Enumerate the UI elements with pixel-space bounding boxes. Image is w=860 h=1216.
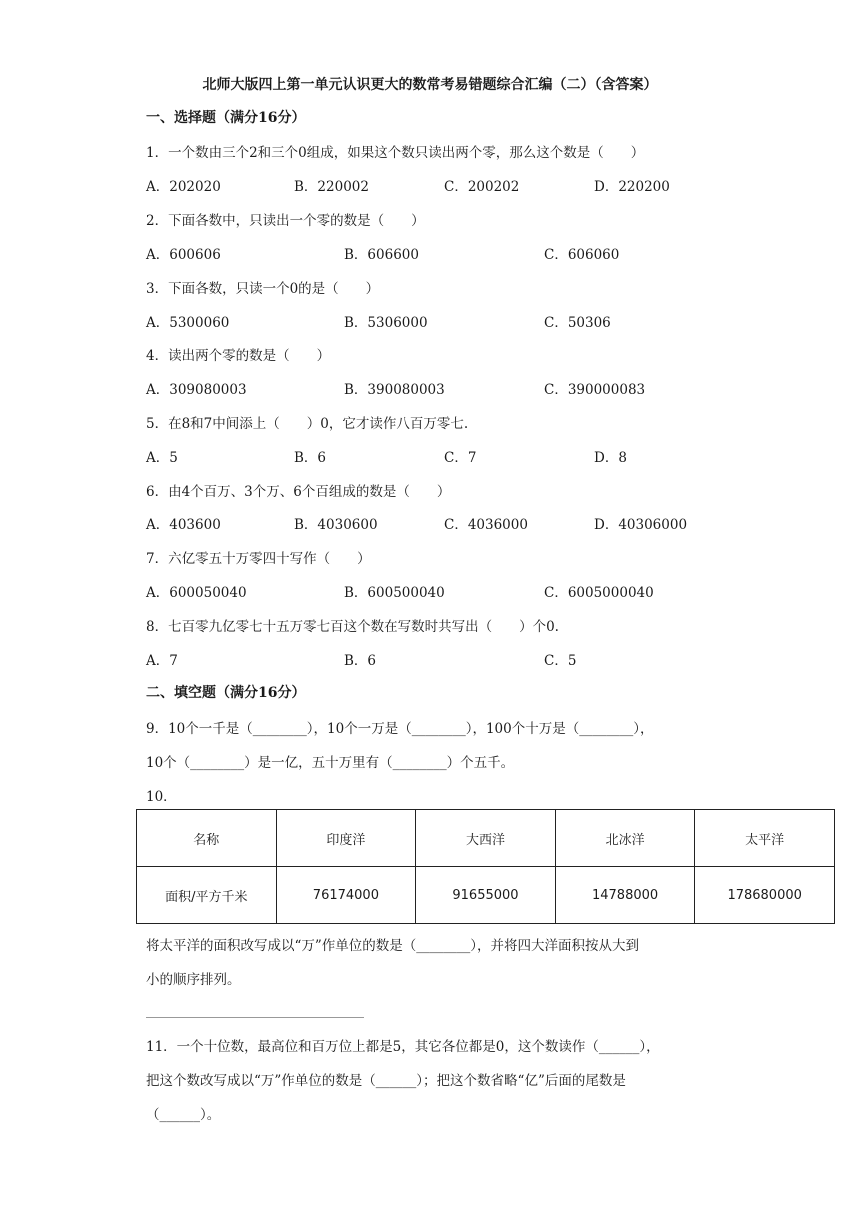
question-10-label: 10． — [146, 789, 177, 805]
option-d: D．40306000 — [594, 517, 688, 533]
option-a: A．309080003 — [146, 382, 247, 398]
table-cell: 北冰洋 — [555, 810, 695, 867]
table-row — [137, 867, 835, 924]
question-10-line-1: 将太平洋的面积改写成以“万”作单位的数是（________），并将四大洋面积按从大到 — [146, 938, 640, 954]
option-d: D．220200 — [594, 179, 670, 195]
option-a: A．403600 — [146, 517, 221, 533]
option-b: B．220002 — [294, 179, 369, 195]
option-b: B．6 — [344, 653, 377, 669]
question-8-stem: 8．七百零九亿零七十五万零七百这个数在写数时共写出（ ）个0. — [146, 619, 559, 635]
question-11-line-1: 11．一个十位数，最高位和百万位上都是5，其它各位都是0，这个数读作（______）， — [146, 1039, 660, 1055]
question-11-line-3: （______）。 — [146, 1107, 221, 1123]
question-11-line-2: 把这个数改写成以“万”作单位的数是（______）；把这个数省略“亿”后面的尾数是 — [146, 1073, 626, 1089]
question-1-stem: 1．一个数由三个2和三个0组成，如果这个数只读出两个零，那么这个数是（ ） — [146, 145, 645, 161]
table-cell: 14788000 — [555, 867, 695, 924]
option-a: A．202020 — [146, 179, 221, 195]
option-c: C．50306 — [544, 315, 611, 331]
table-cell: 大西洋 — [416, 810, 556, 867]
table-cell: 名称 — [137, 810, 277, 867]
question-5-stem: 5．在8和7中间添上（ ）0，它才读作八百万零七. — [146, 416, 469, 432]
option-c: C．5 — [544, 653, 577, 669]
option-c: C．390000083 — [544, 382, 646, 398]
option-a: A．5 — [146, 450, 178, 466]
section-heading-choice: 一、选择题（满分16分） — [146, 110, 306, 126]
table-header-row — [137, 810, 835, 867]
question-10-line-2: 小的顺序排列。 — [146, 972, 241, 988]
option-d: D．8 — [594, 450, 627, 466]
option-b: B．6 — [294, 450, 327, 466]
question-6-stem: 6．由4个百万、3个万、6个百组成的数是（ ） — [146, 484, 451, 500]
question-9-line-1: 9．10个一千是（________），10个一万是（________），100个十万是（________）， — [146, 721, 654, 737]
table-cell: 印度洋 — [276, 810, 416, 867]
answer-line — [146, 1017, 364, 1018]
option-c: C．4036000 — [444, 517, 528, 533]
option-c: C．7 — [444, 450, 477, 466]
option-a: A．5300060 — [146, 315, 230, 331]
table-cell: 178680000 — [695, 867, 835, 924]
table-cell: 76174000 — [276, 867, 416, 924]
option-b: B．5306000 — [344, 315, 428, 331]
page-title: 北师大版四上第一单元认识更大的数常考易错题综合汇编（二）（含答案） — [202, 77, 658, 93]
option-c: C．6005000040 — [544, 585, 654, 601]
option-a: A．600606 — [146, 247, 221, 263]
question-4-stem: 4．读出两个零的数是（ ） — [146, 348, 331, 364]
table-cell: 太平洋 — [695, 810, 835, 867]
option-b: B．600500040 — [344, 585, 445, 601]
option-c: C．200202 — [444, 179, 520, 195]
option-c: C．606060 — [544, 247, 620, 263]
ocean-area-table — [136, 809, 835, 924]
question-2-stem: 2．下面各数中，只读出一个零的数是（ ） — [146, 213, 425, 229]
option-b: B．4030600 — [294, 517, 378, 533]
option-a: A．600050040 — [146, 585, 247, 601]
table-cell: 91655000 — [416, 867, 556, 924]
option-b: B．390080003 — [344, 382, 445, 398]
question-3-stem: 3．下面各数，只读一个0的是（ ） — [146, 281, 380, 297]
table-cell: 面积/平方千米 — [137, 867, 277, 924]
option-b: B．606600 — [344, 247, 419, 263]
section-heading-fill: 二、填空题（满分16分） — [146, 685, 306, 701]
question-7-stem: 7．六亿零五十万零四十写作（ ） — [146, 551, 371, 567]
option-a: A．7 — [146, 653, 178, 669]
question-9-line-2: 10个（________）是一亿，五十万里有（________）个五千。 — [146, 755, 515, 771]
